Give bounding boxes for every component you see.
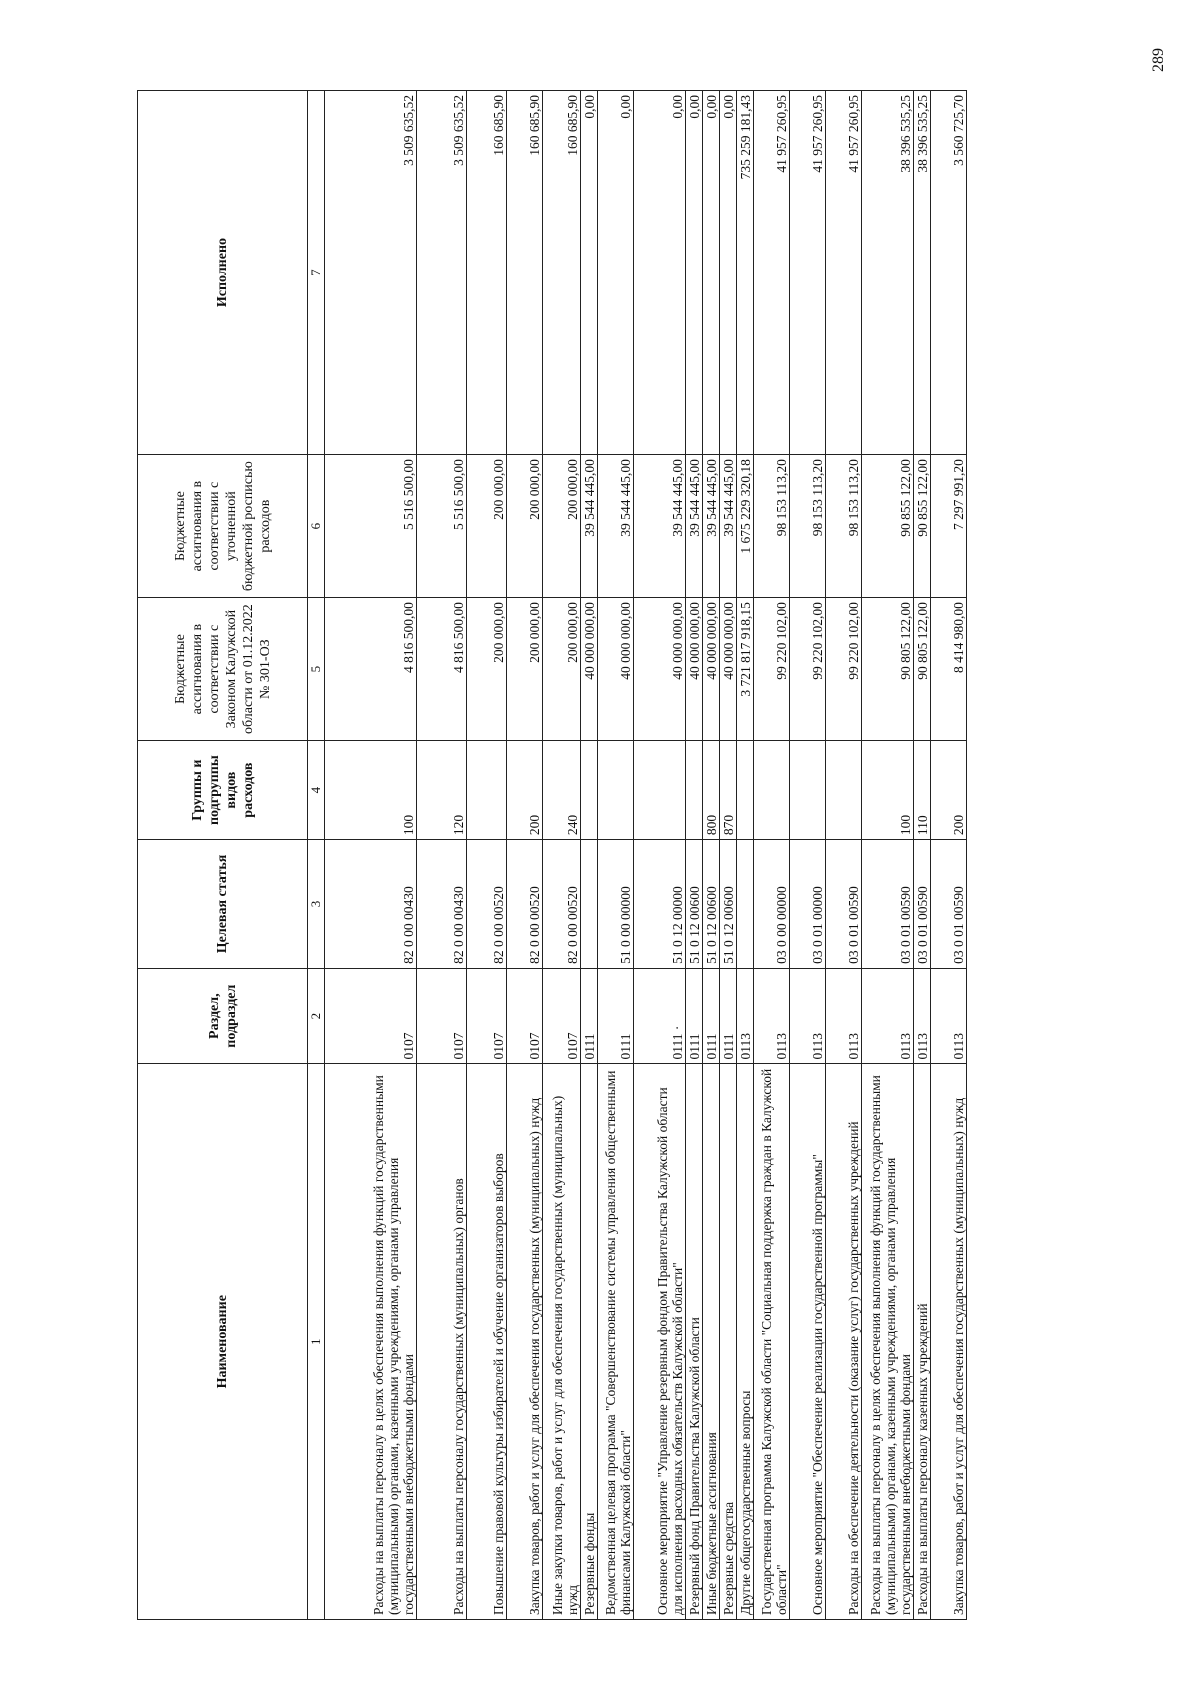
row-executed-amount: 0,00 xyxy=(703,91,720,455)
table-row xyxy=(581,91,598,1620)
row-expense-group: 200 xyxy=(931,741,967,840)
row-plan-amount: 98 153 113,20 xyxy=(754,455,790,598)
row-name: Расходы на выплаты персоналу казенных учреждений xyxy=(914,1064,931,1620)
row-plan-amount: 1 675 229 320,18 xyxy=(737,455,754,598)
row-plan-amount: 39 544 445,00 xyxy=(720,455,737,598)
row-expense-group: 100 xyxy=(325,741,417,840)
header-law-allocations: Бюджетные ассигнования в соответствии с Законом Калужской области от 01.12.2022 № 301-ОЗ xyxy=(138,598,308,741)
table-row xyxy=(790,91,826,1620)
column-number: 1 xyxy=(308,1064,325,1620)
row-plan-amount: 200 000,00 xyxy=(467,455,507,598)
table-row xyxy=(754,91,790,1620)
row-law-amount: 99 220 102,00 xyxy=(826,598,862,741)
column-number: 4 xyxy=(308,741,325,840)
row-executed-amount: 3 509 635,52 xyxy=(417,91,467,455)
table-row xyxy=(737,91,754,1620)
row-section: 0107 xyxy=(507,968,543,1064)
table-row xyxy=(543,91,581,1620)
row-law-amount: 8 414 980,00 xyxy=(931,598,967,741)
row-plan-amount: 39 544 445,00 xyxy=(686,455,703,598)
header-executed: Исполнено xyxy=(138,91,308,455)
row-expense-group: 100 xyxy=(862,741,914,840)
row-law-amount: 200 000,00 xyxy=(543,598,581,741)
row-expense-group: 120 xyxy=(417,741,467,840)
row-plan-amount: 39 544 445,00 xyxy=(703,455,720,598)
row-plan-amount: 200 000,00 xyxy=(507,455,543,598)
row-law-amount: 40 000 000,00 xyxy=(686,598,703,741)
row-plan-amount: 7 297 991,20 xyxy=(931,455,967,598)
row-executed-amount: 38 396 535,25 xyxy=(914,91,931,455)
row-executed-amount: 160 685,90 xyxy=(467,91,507,455)
row-plan-amount: 90 855 122,00 xyxy=(914,455,931,598)
row-section: 0107 xyxy=(543,968,581,1064)
budget-table xyxy=(137,90,967,1620)
row-expense-group xyxy=(826,741,862,840)
row-section: 0111 xyxy=(720,968,737,1064)
row-target: 03 0 01 00590 xyxy=(826,840,862,969)
row-expense-group: 240 xyxy=(543,741,581,840)
row-target: 03 0 00 00000 xyxy=(754,840,790,969)
row-section: 0111 · xyxy=(634,968,686,1064)
row-name: Резервные средства xyxy=(720,1064,737,1620)
row-executed-amount: 0,00 xyxy=(634,91,686,455)
row-plan-amount: 39 544 445,00 xyxy=(581,455,598,598)
row-plan-amount: 200 000,00 xyxy=(543,455,581,598)
table-row xyxy=(686,91,703,1620)
row-law-amount: 4 816 500,00 xyxy=(325,598,417,741)
header-name: Наименование xyxy=(138,1064,308,1620)
row-name: Закупка товаров, работ и услуг для обеспечения государственных (муниципальных) нужд xyxy=(507,1064,543,1620)
row-law-amount: 3 721 817 918,15 xyxy=(737,598,754,741)
header-row xyxy=(138,91,308,1620)
row-name: Иные бюджетные ассигнования xyxy=(703,1064,720,1620)
table-row xyxy=(325,91,417,1620)
row-executed-amount: 0,00 xyxy=(686,91,703,455)
row-law-amount: 40 000 000,00 xyxy=(581,598,598,741)
row-plan-amount: 5 516 500,00 xyxy=(417,455,467,598)
row-name: Расходы на выплаты персоналу в целях обеспечения выполнения функций государственными (муниципальными) органами, казенными учреждениями, органами управления государственными внебюджетными фондами xyxy=(325,1064,417,1620)
row-executed-amount: 735 259 181,43 xyxy=(737,91,754,455)
row-target: 03 0 01 00000 xyxy=(790,840,826,969)
column-number: 3 xyxy=(308,840,325,969)
page-number xyxy=(1150,48,1168,72)
header-expense-group: Группы и подгруппы видов расходов xyxy=(138,741,308,840)
row-name: Иные закупки товаров, работ и услуг для обеспечения государственных (муниципальных) нужд xyxy=(543,1064,581,1620)
row-expense-group: 800 xyxy=(703,741,720,840)
row-law-amount: 200 000,00 xyxy=(507,598,543,741)
row-law-amount: 40 000 000,00 xyxy=(598,598,634,741)
row-plan-amount: 98 153 113,20 xyxy=(790,455,826,598)
row-expense-group xyxy=(581,741,598,840)
row-expense-group xyxy=(686,741,703,840)
row-section: 0113 xyxy=(862,968,914,1064)
row-law-amount: 90 805 122,00 xyxy=(914,598,931,741)
row-section: 0107 xyxy=(325,968,417,1064)
row-target: 82 0 00 00430 xyxy=(325,840,417,969)
row-executed-amount: 0,00 xyxy=(598,91,634,455)
row-expense-group xyxy=(790,741,826,840)
row-plan-amount: 39 544 445,00 xyxy=(634,455,686,598)
row-section: 0111 xyxy=(598,968,634,1064)
row-plan-amount: 90 855 122,00 xyxy=(862,455,914,598)
row-target xyxy=(581,840,598,969)
row-law-amount: 200 000,00 xyxy=(467,598,507,741)
row-target: 51 0 12 00600 xyxy=(703,840,720,969)
row-target: 82 0 00 00430 xyxy=(417,840,467,969)
table-row xyxy=(417,91,467,1620)
row-expense-group xyxy=(754,741,790,840)
header-target: Целевая статья xyxy=(138,840,308,969)
table-row xyxy=(634,91,686,1620)
row-expense-group xyxy=(467,741,507,840)
row-law-amount: 4 816 500,00 xyxy=(417,598,467,741)
row-law-amount: 40 000 000,00 xyxy=(634,598,686,741)
row-target: 03 0 01 00590 xyxy=(931,840,967,969)
column-number: 5 xyxy=(308,598,325,741)
row-section: 0113 xyxy=(754,968,790,1064)
row-target: 51 0 12 00600 xyxy=(720,840,737,969)
row-target: 51 0 12 00600 xyxy=(686,840,703,969)
row-name: Ведомственная целевая программа "Совершенствование системы управления общественными финансами Калужской области" xyxy=(598,1064,634,1620)
row-target: 03 0 01 00590 xyxy=(862,840,914,969)
row-name: Расходы на выплаты персоналу государственных (муниципальных) органов xyxy=(417,1064,467,1620)
row-executed-amount: 160 685,90 xyxy=(543,91,581,455)
row-name: Повышение правовой культуры избирателей и обучение организаторов выборов xyxy=(467,1064,507,1620)
row-plan-amount: 5 516 500,00 xyxy=(325,455,417,598)
row-target: 82 0 00 00520 xyxy=(507,840,543,969)
row-name: Основное мероприятие "Управление резервным фондом Правительства Калужской области для исполнения расходных обязательств Калужской области" xyxy=(634,1064,686,1620)
row-law-amount: 40 000 000,00 xyxy=(720,598,737,741)
row-executed-amount: 38 396 535,25 xyxy=(862,91,914,455)
table-row xyxy=(862,91,914,1620)
table-row xyxy=(598,91,634,1620)
row-section: 0107 xyxy=(417,968,467,1064)
row-name: Другие общегосударственные вопросы xyxy=(737,1064,754,1620)
row-law-amount: 90 805 122,00 xyxy=(862,598,914,741)
rotated-page-content xyxy=(137,90,1067,1620)
row-target: 82 0 00 00520 xyxy=(467,840,507,969)
column-number: 2 xyxy=(308,968,325,1064)
header-section: Раздел, подраздел xyxy=(138,968,308,1064)
row-section: 0111 xyxy=(581,968,598,1064)
row-executed-amount: 41 957 260,95 xyxy=(826,91,862,455)
row-section: 0113 xyxy=(914,968,931,1064)
row-section: 0113 xyxy=(931,968,967,1064)
row-expense-group: 110 xyxy=(914,741,931,840)
row-executed-amount: 0,00 xyxy=(720,91,737,455)
row-section: 0113 xyxy=(790,968,826,1064)
row-target: 82 0 00 00520 xyxy=(543,840,581,969)
row-expense-group: 200 xyxy=(507,741,543,840)
table-row xyxy=(467,91,507,1620)
row-expense-group xyxy=(634,741,686,840)
row-section: 0113 xyxy=(826,968,862,1064)
row-target xyxy=(737,840,754,969)
column-number: 6 xyxy=(308,455,325,598)
row-section: 0113 xyxy=(737,968,754,1064)
table-row xyxy=(507,91,543,1620)
row-name: Основное мероприятие "Обеспечение реализации государственной программы" xyxy=(790,1064,826,1620)
table-row xyxy=(826,91,862,1620)
row-target: 03 0 01 00590 xyxy=(914,840,931,969)
row-executed-amount: 41 957 260,95 xyxy=(790,91,826,455)
row-name: Расходы на выплаты персоналу в целях обеспечения выполнения функций государственными (муниципальными) органами, казенными учреждениями, органами управления государственными внебюджетными фондами xyxy=(862,1064,914,1620)
table-row xyxy=(703,91,720,1620)
row-expense-group: 870 xyxy=(720,741,737,840)
row-name: Расходы на обеспечение деятельности (оказание услуг) государственных учреждений xyxy=(826,1064,862,1620)
row-target: 51 0 00 00000 xyxy=(598,840,634,969)
row-executed-amount: 0,00 xyxy=(581,91,598,455)
row-name: Резервные фонды xyxy=(581,1064,598,1620)
row-section: 0107 xyxy=(467,968,507,1064)
page-number-text: 289 xyxy=(1150,48,1167,72)
row-law-amount: 40 000 000,00 xyxy=(703,598,720,741)
row-plan-amount: 39 544 445,00 xyxy=(598,455,634,598)
row-executed-amount: 41 957 260,95 xyxy=(754,91,790,455)
row-law-amount: 99 220 102,00 xyxy=(790,598,826,741)
row-name: Закупка товаров, работ и услуг для обеспечения государственных (муниципальных) нужд xyxy=(931,1064,967,1620)
column-number-row xyxy=(308,91,325,1620)
column-number: 7 xyxy=(308,91,325,455)
row-expense-group xyxy=(598,741,634,840)
table-row xyxy=(931,91,967,1620)
row-executed-amount: 160 685,90 xyxy=(507,91,543,455)
row-law-amount: 99 220 102,00 xyxy=(754,598,790,741)
row-section: 0111 xyxy=(686,968,703,1064)
table-row xyxy=(720,91,737,1620)
row-executed-amount: 3 560 725,70 xyxy=(931,91,967,455)
table-row xyxy=(914,91,931,1620)
row-expense-group xyxy=(737,741,754,840)
header-plan-allocations: Бюджетные ассигнования в соответствии с уточненной бюджетной росписью расходов xyxy=(138,455,308,598)
row-plan-amount: 98 153 113,20 xyxy=(826,455,862,598)
row-section: 0111 xyxy=(703,968,720,1064)
row-name: Резервный фонд Правительства Калужской области xyxy=(686,1064,703,1620)
row-name: Государственная программа Калужской области "Социальная поддержка граждан в Калужской области" xyxy=(754,1064,790,1620)
row-executed-amount: 3 509 635,52 xyxy=(325,91,417,455)
row-target: 51 0 12 00000 xyxy=(634,840,686,969)
